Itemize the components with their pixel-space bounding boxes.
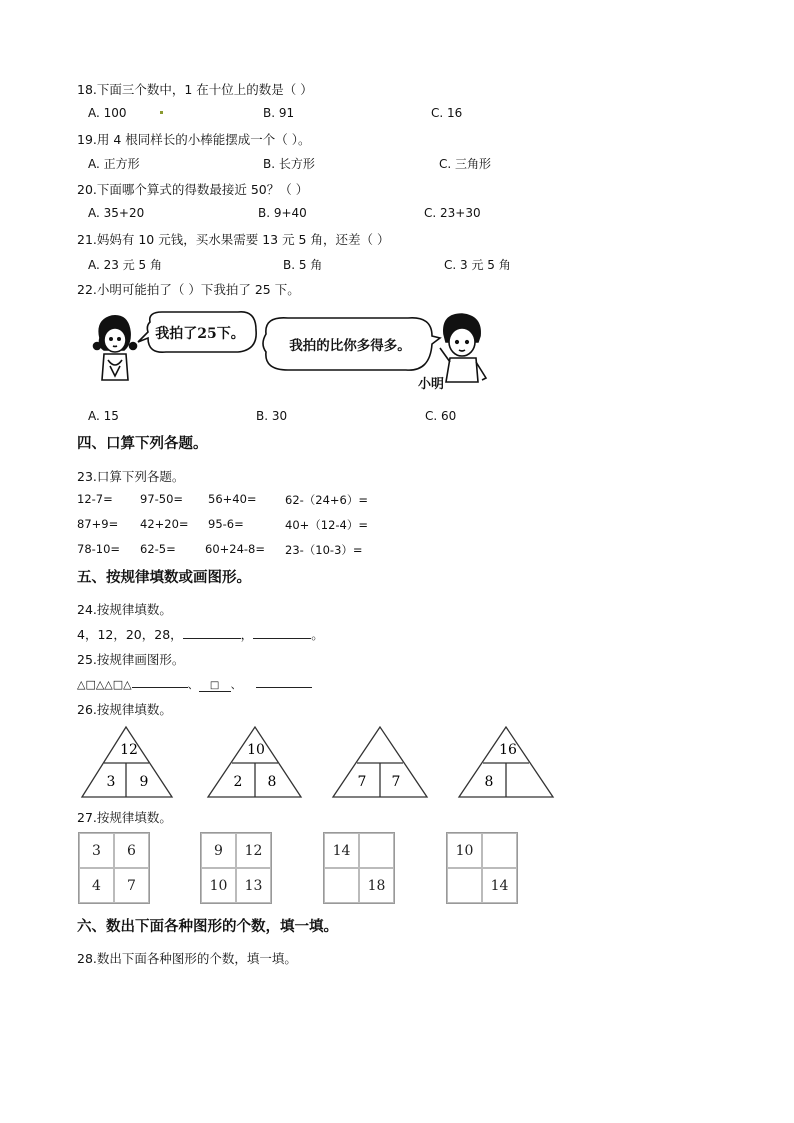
number-grid-1 xyxy=(78,832,150,904)
triangle-1 xyxy=(82,727,172,797)
q19-option-a[interactable]: A. 正方形 xyxy=(88,157,140,171)
q25-separator-2: 、 xyxy=(230,678,242,691)
number-grid-4 xyxy=(446,832,518,904)
q21-stem: 21.妈妈有 10 元钱，买水果需要 13 元 5 角，还差（ ） xyxy=(77,232,390,247)
triangle-2-top: 10 xyxy=(247,742,265,758)
grid-1-cell-tl: 3 xyxy=(79,833,114,868)
triangle-1-top: 12 xyxy=(120,742,138,758)
q19-option-b[interactable]: B. 长方形 xyxy=(263,157,315,171)
q25-square: □ xyxy=(209,680,220,691)
calc-r1-c3: 56+40= xyxy=(208,492,257,506)
triangle-3-left: 7 xyxy=(357,774,367,790)
calc-r2-c4: 40+（12-4）= xyxy=(285,518,369,532)
q24-blank-1[interactable] xyxy=(183,627,241,639)
grid-2-cell-tl: 9 xyxy=(201,833,236,868)
q26-triangles xyxy=(80,725,560,800)
q25-blank-2[interactable] xyxy=(199,680,231,692)
calc-r2-c2: 42+20= xyxy=(140,517,189,531)
number-grid-3 xyxy=(323,832,395,904)
triangle-4 xyxy=(459,727,553,797)
grid-4-cell-tl: 10 xyxy=(447,833,482,868)
boy-speech-bubble xyxy=(263,318,440,370)
triangle-2-right: 8 xyxy=(267,774,277,790)
q24-blank-2[interactable] xyxy=(253,627,311,639)
q22-stem: 22.小明可能拍了（ ）下我拍了 25 下。 xyxy=(77,282,300,297)
triangle-1-left: 3 xyxy=(106,774,116,790)
boy-name-label: 小明 xyxy=(418,377,445,392)
grid-2-cell-br: 13 xyxy=(236,868,271,903)
calc-r3-c3: 60+24-8= xyxy=(205,542,266,556)
calc-r2-c1: 87+9= xyxy=(77,517,119,531)
grid-3-cell-tl: 14 xyxy=(324,833,359,868)
q23-stem: 23.口算下列各题。 xyxy=(77,469,185,484)
grid-3-cell-br: 18 xyxy=(359,868,394,903)
q21-option-a[interactable]: A. 23 元 5 角 xyxy=(88,258,162,272)
q21-option-c[interactable]: C. 3 元 5 角 xyxy=(444,258,511,272)
q25-separator-1: 、 xyxy=(187,678,199,691)
q27-stem: 27.按规律填数。 xyxy=(77,810,172,825)
section-5-title: 五、按规律填数或画图形。 xyxy=(77,570,251,586)
q22-option-c[interactable]: C. 60 xyxy=(425,409,457,423)
grid-4-cell-bl[interactable] xyxy=(447,868,482,903)
grid-2-cell-bl: 10 xyxy=(201,868,236,903)
q22-option-b[interactable]: B. 30 xyxy=(256,409,288,423)
grid-3-cell-tr[interactable] xyxy=(359,833,394,868)
calc-r3-c2: 62-5= xyxy=(140,542,176,556)
triangle-3 xyxy=(333,727,427,797)
q24-separator: ， xyxy=(240,627,254,642)
q21-option-b[interactable]: B. 5 角 xyxy=(283,258,323,272)
section-4-title: 四、口算下列各题。 xyxy=(77,436,208,452)
calc-r3-c4: 23-（10-3）= xyxy=(285,543,363,557)
q28-stem: 28.数出下面各种图形的个数，填一填。 xyxy=(77,951,297,966)
triangle-2 xyxy=(208,727,301,797)
q25-stem: 25.按规律画图形。 xyxy=(77,652,185,667)
girl-speech-text: 我拍了25下。 xyxy=(155,326,245,342)
q24-end: 。 xyxy=(311,627,324,642)
q20-option-c[interactable]: C. 23+30 xyxy=(424,206,481,220)
section-6-title: 六、数出下面各种图形的个数，填一填。 xyxy=(77,919,338,935)
girl-figure xyxy=(94,316,137,380)
q19-stem: 19.用 4 根同样长的小棒能摆成一个（ ）。 xyxy=(77,132,311,147)
stray-dot xyxy=(160,111,163,114)
q26-stem: 26.按规律填数。 xyxy=(77,702,172,717)
q18-option-b[interactable]: B. 91 xyxy=(263,106,295,120)
triangle-1-right: 9 xyxy=(139,774,149,790)
q24-stem: 24.按规律填数。 xyxy=(77,602,172,617)
calc-r1-c4: 62-（24+6）= xyxy=(285,493,369,507)
q18-stem: 18.下面三个数中，1 在十位上的数是（ ） xyxy=(77,82,313,97)
grid-1-cell-bl: 4 xyxy=(79,868,114,903)
q25-blank-1[interactable] xyxy=(132,676,188,688)
triangle-4-top: 16 xyxy=(499,742,517,758)
grid-4-cell-br: 14 xyxy=(482,868,517,903)
grid-1-cell-br: 7 xyxy=(114,868,149,903)
q22-option-a[interactable]: A. 15 xyxy=(88,409,119,423)
q25-pattern: △□△△□△ xyxy=(77,678,132,691)
q25-pattern-line xyxy=(77,676,312,692)
q20-stem: 20.下面哪个算式的得数最接近 50？（ ） xyxy=(77,182,309,197)
q20-option-b[interactable]: B. 9+40 xyxy=(258,206,307,220)
grid-1-cell-tr: 6 xyxy=(114,833,149,868)
calc-r1-c1: 12-7= xyxy=(77,492,113,506)
grid-4-cell-tr[interactable] xyxy=(482,833,517,868)
triangle-2-left: 2 xyxy=(233,774,243,790)
q18-option-c[interactable]: C. 16 xyxy=(431,106,463,120)
q19-option-c[interactable]: C. 三角形 xyxy=(439,157,492,171)
grid-2-cell-tr: 12 xyxy=(236,833,271,868)
q18-option-a[interactable]: A. 100 xyxy=(88,106,127,120)
calc-r1-c2: 97-50= xyxy=(140,492,184,506)
calc-r3-c1: 78-10= xyxy=(77,542,121,556)
number-grid-2 xyxy=(200,832,272,904)
calc-r2-c3: 95-6= xyxy=(208,517,244,531)
girl-speech-bubble xyxy=(138,312,256,352)
q24-sequence-line xyxy=(77,625,324,643)
boy-speech-text: 我拍的比你多得多。 xyxy=(289,338,411,354)
triangle-4-left: 8 xyxy=(484,774,494,790)
boy-figure xyxy=(440,314,486,382)
q24-sequence: 4，12，20，28， xyxy=(77,627,183,642)
q22-illustration xyxy=(88,308,498,398)
grid-3-cell-bl[interactable] xyxy=(324,868,359,903)
q20-option-a[interactable]: A. 35+20 xyxy=(88,206,145,220)
q25-blank-3[interactable] xyxy=(256,676,312,688)
triangle-3-right: 7 xyxy=(391,774,401,790)
